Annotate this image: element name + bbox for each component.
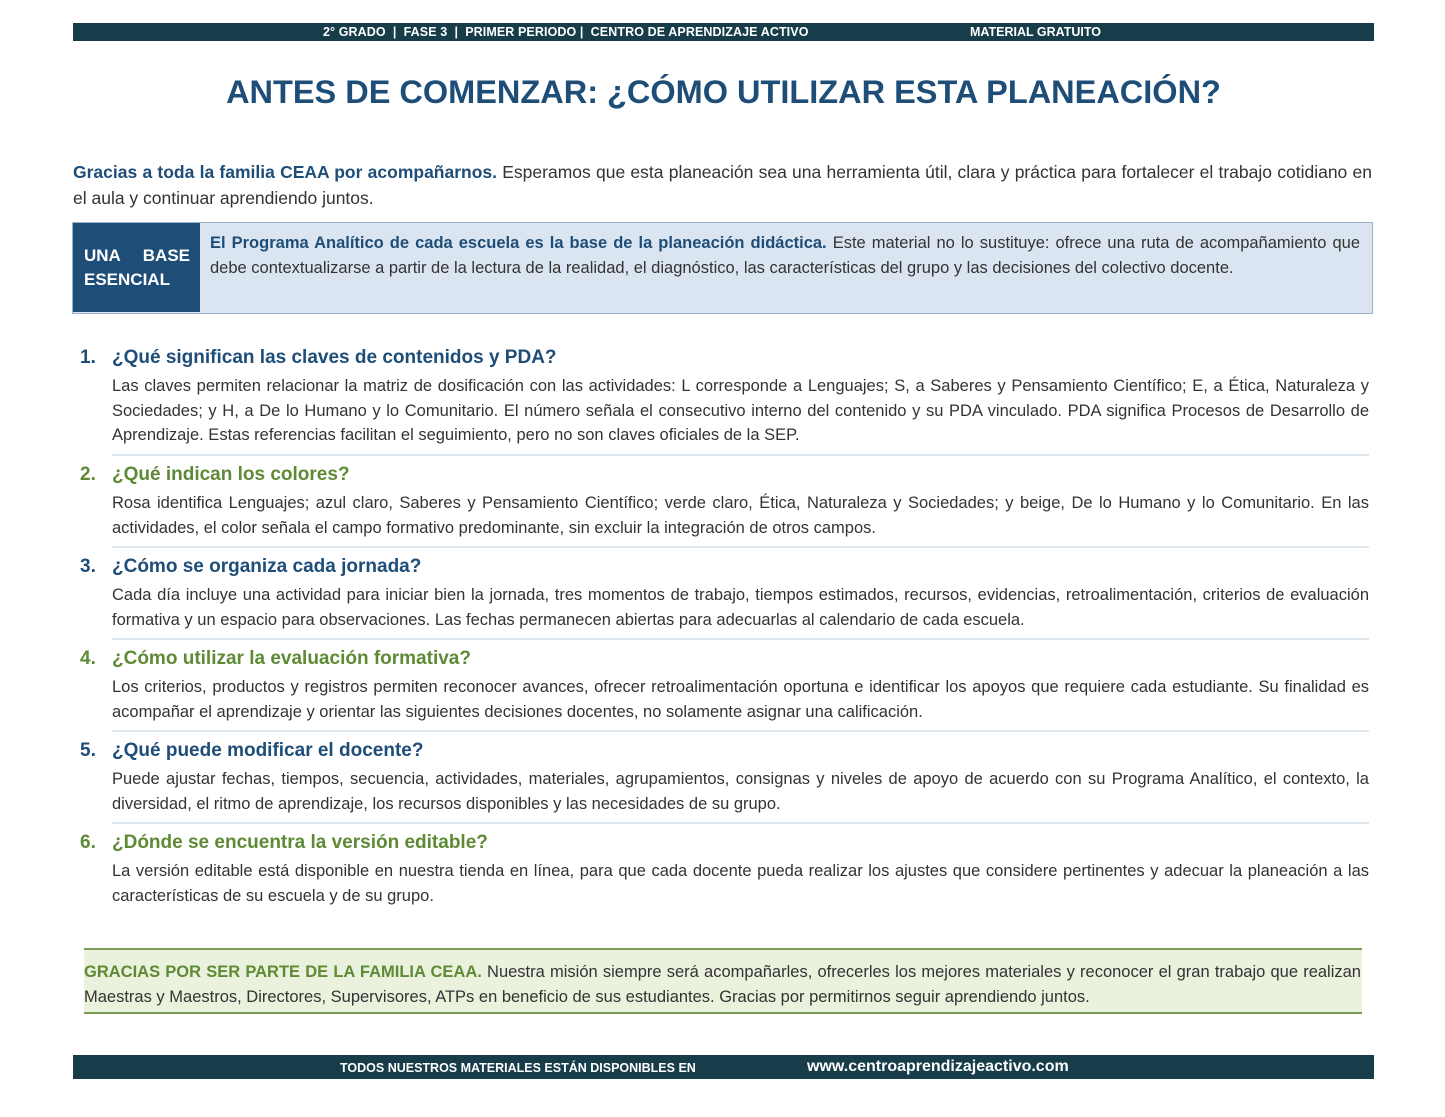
faq-divider	[112, 454, 1369, 456]
thanks-text	[84, 960, 1361, 1009]
faq-number: 4.	[80, 648, 96, 669]
faq-answer: La versión editable está disponible en nuestra tienda en línea, para que cada docente pueda realizar los ajustes que considere pertinentes y adecuar la planeación a las características de su escuela y de su grupo.	[112, 862, 1369, 905]
faq-answer: Rosa identifica Lenguajes; azul claro, Saberes y Pensamiento Científico; verde claro, Ética, Naturaleza y Sociedades; y beige, De lo Humano y lo Comunitario. En las actividades, el color señala el campo formativo predominante, sin excluir la integración de otros campos.	[112, 494, 1369, 537]
faq-number: 3.	[80, 556, 96, 577]
intro-paragraph	[73, 159, 1372, 211]
intro-lead: Gracias a toda la familia CEAA por acompañarnos.	[73, 162, 498, 182]
footer-bar	[73, 1055, 1374, 1079]
base-box-lead: El Programa Analítico de cada escuela es la base de la planeación didáctica.	[210, 234, 827, 252]
footer-website-link[interactable]: www.centroaprendizajeactivo.com	[807, 1058, 1069, 1075]
faq-answer: Cada día incluye una actividad para iniciar bien la jornada, tres momentos de trabajo, tiempos estimados, recursos, evidencias, retroalimentación, criterios de evaluación formativa y un espacio para observaciones. Las fechas permanecen abiertas para adecuarlas al calendario de cada escuela.	[112, 586, 1369, 629]
page-title: ANTES DE COMENZAR: ¿CÓMO UTILIZAR ESTA PLANEACIÓN?	[226, 74, 1221, 110]
faq-answer: Puede ajustar fechas, tiempos, secuencia, actividades, materiales, agrupamientos, consignas y niveles de apoyo de acuerdo con su Programa Analítico, el contexto, la diversidad, el ritmo de aprendizaje, los recursos disponibles y las necesidades de su grupo.	[112, 770, 1369, 813]
faq-divider	[112, 730, 1369, 732]
faq-answer: Las claves permiten relacionar la matriz de dosificación con las actividades: L corresponde a Lenguajes; S, a Saberes y Pensamiento Científico; E, a Ética, Naturaleza y Sociedades; y H, a De lo Humano y lo Comunitario. El número señala el consecutivo interno del contenido y su PDA vinculado. PDA significa Procesos de Desarrollo de Aprendizaje. Estas referencias facilitan el seguimiento, pero no son claves oficiales de la SEP.	[112, 377, 1369, 444]
base-box-text	[210, 231, 1360, 280]
faq-question: ¿Cómo se organiza cada jornada?	[112, 556, 422, 577]
footer-label: TODOS NUESTROS MATERIALES ESTÁN DISPONIBLES EN	[340, 1061, 696, 1075]
faq-question: ¿Qué significan las claves de contenidos y PDA?	[112, 347, 557, 368]
header-free-material: MATERIAL GRATUITO	[970, 25, 1102, 39]
faq-answer: Los criterios, productos y registros permiten reconocer avances, ofrecer retroalimentación oportuna e identificar los apoyos que requiere cada estudiante. Su finalidad es acompañar el aprendizaje y orientar las siguientes decisiones docentes, no solamente asignar una calificación.	[112, 678, 1369, 721]
faq-divider	[112, 638, 1369, 640]
faq-divider	[112, 822, 1369, 824]
header-grade-info: 2° GRADO | FASE 3 | PRIMER PERIODO | CENTRO DE APRENDIZAJE ACTIVO	[323, 25, 809, 39]
faq-number: 2.	[80, 464, 96, 485]
faq-number: 1.	[80, 347, 96, 368]
base-box-body: Este material no lo sustituye: ofrece una ruta de acompañamiento que debe contextualizarse a partir de la lectura de la realidad, el diagnóstico, las características del grupo y las decisiones del colectivo docente.	[210, 234, 1361, 277]
base-box	[72, 222, 1373, 314]
faq-question: ¿Qué indican los colores?	[112, 464, 350, 485]
base-box-label: UNA BASE ESENCIAL	[73, 223, 200, 312]
faq-number: 6.	[80, 832, 96, 853]
faq-question: ¿Dónde se encuentra la versión editable?	[112, 832, 488, 853]
header-bar	[73, 23, 1374, 41]
thanks-lead: GRACIAS POR SER PARTE DE LA FAMILIA CEAA.	[84, 963, 482, 981]
faq-number: 5.	[80, 740, 96, 761]
thanks-box	[84, 948, 1362, 1014]
intro-text: Esperamos que esta planeación sea una herramienta útil, clara y práctica para fortalecer el trabajo cotidiano en el aula y continuar aprendiendo juntos.	[73, 162, 1372, 208]
faq-question: ¿Cómo utilizar la evaluación formativa?	[112, 648, 471, 669]
faq-question: ¿Qué puede modificar el docente?	[112, 740, 424, 761]
thanks-body: Nuestra misión siempre será acompañarles, ofrecerles los mejores materiales y reconocer el gran trabajo que realizan Maestras y Maestros, Directores, Supervisores, ATPs en beneficio de sus estudiantes. Gracias por permitirnos seguir aprendiendo juntos.	[84, 963, 1361, 1006]
faq-divider	[112, 546, 1369, 548]
